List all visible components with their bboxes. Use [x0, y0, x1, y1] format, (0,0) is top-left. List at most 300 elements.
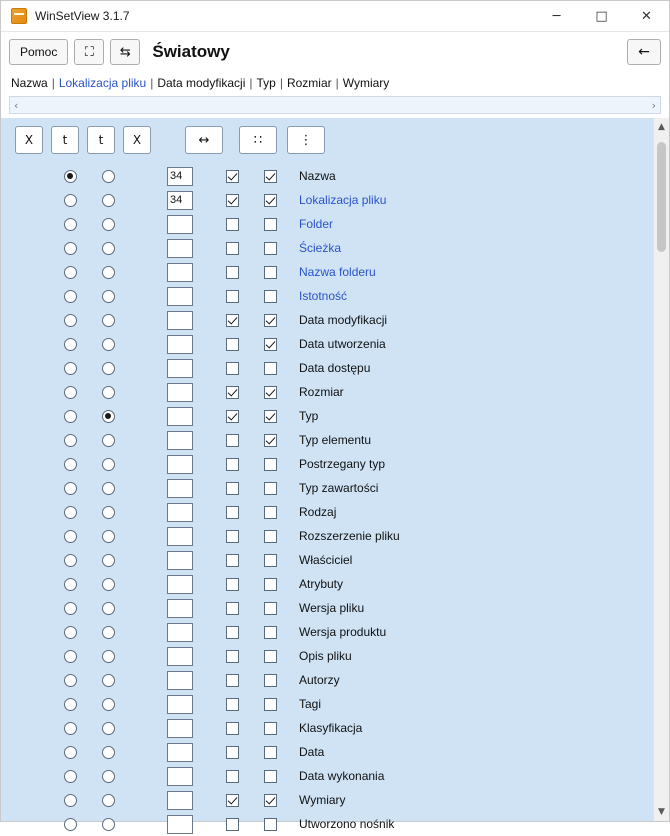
vertical-scroll-track[interactable]: [654, 134, 669, 805]
column-row: [1, 308, 653, 332]
primary-sort-cell: [51, 314, 89, 327]
column-width-cell: [155, 623, 205, 642]
column-width-input[interactable]: [167, 551, 193, 570]
column-width-input[interactable]: [167, 815, 193, 834]
details-checkbox-cell: [213, 794, 251, 807]
visible-checkbox[interactable]: [264, 290, 277, 303]
vertical-scrollbar[interactable]: [653, 118, 669, 821]
visible-checkbox-cell: [251, 218, 289, 231]
group-by-cell: [89, 818, 127, 831]
visible-checkbox-cell: [251, 554, 289, 567]
primary-sort-cell: [51, 722, 89, 735]
primary-sort-radio[interactable]: [64, 458, 77, 471]
visible-checkbox[interactable]: [264, 338, 277, 351]
details-checkbox[interactable]: [226, 578, 239, 591]
group-by-radio[interactable]: [102, 218, 115, 231]
group-by-radio[interactable]: [102, 386, 115, 399]
columns-panel: [1, 118, 653, 831]
grid-options-icon[interactable]: ∷: [239, 126, 277, 154]
details-checkbox[interactable]: [226, 746, 239, 759]
details-checkbox-cell: [213, 410, 251, 423]
visible-checkbox[interactable]: [264, 434, 277, 447]
group-by-radio[interactable]: [102, 266, 115, 279]
column-width-cell: [155, 695, 205, 714]
column-width-input[interactable]: [167, 719, 193, 738]
minimize-icon[interactable]: ─: [552, 8, 561, 24]
visible-checkbox[interactable]: [264, 218, 277, 231]
column-width-input[interactable]: [167, 311, 193, 330]
visible-checkbox-cell: [251, 698, 289, 711]
details-checkbox-cell: [213, 698, 251, 711]
primary-sort-radio[interactable]: [64, 242, 77, 255]
details-checkbox[interactable]: [226, 170, 239, 183]
column-width-cell: [155, 503, 205, 522]
group-by-cell: [89, 770, 127, 783]
column-row: [1, 764, 653, 788]
column-label: Autorzy: [299, 673, 340, 687]
details-checkbox[interactable]: [226, 218, 239, 231]
column-width-cell: [155, 287, 205, 306]
group-by-cell: [89, 314, 127, 327]
column-width-input[interactable]: [167, 335, 193, 354]
group-by-cell: [89, 242, 127, 255]
group-by-radio[interactable]: [102, 362, 115, 375]
breadcrumb-separator: |: [51, 76, 55, 90]
visible-checkbox[interactable]: [264, 242, 277, 255]
column-row: [1, 404, 653, 428]
column-label: Właściciel: [299, 553, 353, 567]
breadcrumb-separator: |: [335, 76, 339, 90]
details-checkbox-cell: [213, 242, 251, 255]
group-by-radio[interactable]: [102, 818, 115, 831]
visible-checkbox[interactable]: [264, 746, 277, 759]
group-by-cell: [89, 482, 127, 495]
details-checkbox[interactable]: [226, 794, 239, 807]
column-width-input[interactable]: [167, 671, 193, 690]
column-width-input[interactable]: [167, 647, 193, 666]
group-by-radio[interactable]: [102, 314, 115, 327]
primary-sort-radio[interactable]: [64, 410, 77, 423]
primary-sort-cell: [51, 746, 89, 759]
primary-sort-radio[interactable]: [64, 602, 77, 615]
details-checkbox-cell: [213, 266, 251, 279]
breadcrumb-item-wymiary[interactable]: Wymiary: [342, 76, 390, 90]
group-by-radio[interactable]: [102, 722, 115, 735]
vertical-scroll-thumb[interactable]: [657, 142, 666, 252]
primary-sort-radio[interactable]: [64, 554, 77, 567]
column-row: [1, 812, 653, 836]
details-checkbox[interactable]: [226, 530, 239, 543]
column-width-input[interactable]: [167, 743, 193, 762]
column-label: Opis pliku: [299, 649, 352, 663]
group-by-radio[interactable]: [102, 482, 115, 495]
group-by-radio[interactable]: [102, 194, 115, 207]
details-checkbox-cell: [213, 170, 251, 183]
column-width-input[interactable]: [167, 383, 193, 402]
column-width-input[interactable]: [167, 791, 193, 810]
breadcrumb-item-lokalizacja[interactable]: Lokalizacja pliku: [58, 76, 147, 90]
details-checkbox[interactable]: [226, 386, 239, 399]
visible-checkbox[interactable]: [264, 722, 277, 735]
primary-sort-radio[interactable]: [64, 482, 77, 495]
window-title: WinSetView 3.1.7: [35, 9, 130, 23]
details-checkbox-cell: [213, 650, 251, 663]
group-by-radio[interactable]: [102, 410, 115, 423]
details-checkbox-cell: [213, 602, 251, 615]
visible-checkbox[interactable]: [264, 410, 277, 423]
column-width-input[interactable]: [167, 215, 193, 234]
page-title: Światowy: [152, 42, 230, 61]
visible-checkbox-cell: [251, 794, 289, 807]
details-checkbox[interactable]: [226, 602, 239, 615]
visible-checkbox[interactable]: [264, 626, 277, 639]
visible-checkbox[interactable]: [264, 698, 277, 711]
primary-sort-radio[interactable]: [64, 674, 77, 687]
column-row: [1, 212, 653, 236]
details-checkbox[interactable]: [226, 314, 239, 327]
group-by-radio[interactable]: [102, 434, 115, 447]
column-width-cell: [155, 743, 205, 762]
column-width-input[interactable]: [167, 479, 193, 498]
primary-sort-radio[interactable]: [64, 794, 77, 807]
visible-checkbox[interactable]: [264, 506, 277, 519]
visible-checkbox-cell: [251, 722, 289, 735]
group-by-cell: [89, 266, 127, 279]
primary-sort-radio[interactable]: [64, 530, 77, 543]
details-checkbox[interactable]: [226, 698, 239, 711]
group-by-cell: [89, 674, 127, 687]
group-by-radio[interactable]: [102, 770, 115, 783]
column-label: Data wykonania: [299, 769, 385, 783]
swap-icon[interactable]: ⇆: [110, 39, 140, 65]
expand-icon[interactable]: ⛶: [74, 39, 104, 65]
column-label: Istotność: [299, 289, 348, 303]
visible-checkbox[interactable]: [264, 818, 277, 831]
primary-sort-radio[interactable]: [64, 266, 77, 279]
details-checkbox[interactable]: [226, 674, 239, 687]
group-by-cell: [89, 698, 127, 711]
visible-checkbox[interactable]: [264, 194, 277, 207]
details-checkbox[interactable]: [226, 266, 239, 279]
column-width-cell: [155, 479, 205, 498]
primary-sort-radio[interactable]: [64, 386, 77, 399]
visible-checkbox-cell: [251, 242, 289, 255]
scroll-left-icon[interactable]: ‹: [14, 98, 19, 112]
primary-sort-radio[interactable]: [64, 194, 77, 207]
column-width-input[interactable]: [167, 767, 193, 786]
visible-checkbox[interactable]: [264, 362, 277, 375]
group-by-radio[interactable]: [102, 458, 115, 471]
details-checkbox-cell: [213, 458, 251, 471]
primary-sort-radio[interactable]: [64, 338, 77, 351]
details-checkbox-cell: [213, 506, 251, 519]
column-rows: [1, 162, 653, 836]
more-options-icon[interactable]: ⋮: [287, 126, 325, 154]
details-checkbox-cell: [213, 578, 251, 591]
group-by-radio[interactable]: [102, 578, 115, 591]
details-checkbox[interactable]: [226, 818, 239, 831]
horizontal-scrollbar[interactable]: [9, 96, 661, 114]
primary-sort-cell: [51, 290, 89, 303]
group-by-radio[interactable]: [102, 170, 115, 183]
group-by-cell: [89, 218, 127, 231]
group-by-radio[interactable]: [102, 506, 115, 519]
primary-sort-radio[interactable]: [64, 314, 77, 327]
primary-sort-cell: [51, 386, 89, 399]
column-width-input[interactable]: [167, 455, 193, 474]
column-row: [1, 692, 653, 716]
column-width-input[interactable]: [167, 359, 193, 378]
visible-checkbox[interactable]: [264, 770, 277, 783]
visible-checkbox[interactable]: [264, 674, 277, 687]
primary-sort-radio[interactable]: [64, 698, 77, 711]
visible-checkbox-cell: [251, 602, 289, 615]
visible-checkbox[interactable]: [264, 794, 277, 807]
column-width-input[interactable]: [167, 287, 193, 306]
primary-sort-cell: [51, 794, 89, 807]
column-label: Rozmiar: [299, 385, 344, 399]
primary-sort-radio[interactable]: [64, 770, 77, 783]
group-by-cell: [89, 626, 127, 639]
visible-checkbox-cell: [251, 506, 289, 519]
title-bar: [1, 1, 669, 32]
details-checkbox[interactable]: [226, 554, 239, 567]
visible-checkbox[interactable]: [264, 530, 277, 543]
scroll-down-icon[interactable]: ▼: [658, 807, 665, 817]
column-width-input[interactable]: [167, 431, 193, 450]
column-width-cell: [155, 671, 205, 690]
column-width-input[interactable]: [167, 599, 193, 618]
toggle-two-button[interactable]: t: [87, 126, 115, 154]
column-row: [1, 548, 653, 572]
toggle-one-button[interactable]: t: [51, 126, 79, 154]
details-checkbox[interactable]: [226, 290, 239, 303]
visible-checkbox-cell: [251, 770, 289, 783]
column-label: Wersja produktu: [299, 625, 387, 639]
visible-checkbox[interactable]: [264, 650, 277, 663]
column-width-input[interactable]: [167, 407, 193, 426]
visible-checkbox[interactable]: [264, 386, 277, 399]
column-width-input[interactable]: [167, 623, 193, 642]
toolbar: [1, 32, 669, 72]
visible-checkbox-cell: [251, 386, 289, 399]
column-width-icon[interactable]: ↔: [185, 126, 223, 154]
column-row: [1, 380, 653, 404]
column-label: Nazwa: [299, 169, 336, 183]
details-checkbox[interactable]: [226, 458, 239, 471]
details-checkbox[interactable]: [226, 722, 239, 735]
visible-checkbox[interactable]: [264, 602, 277, 615]
group-by-radio[interactable]: [102, 746, 115, 759]
column-label: Wersja pliku: [299, 601, 365, 615]
details-checkbox-cell: [213, 386, 251, 399]
primary-sort-cell: [51, 266, 89, 279]
visible-checkbox-cell: [251, 818, 289, 831]
column-width-input[interactable]: [167, 695, 193, 714]
group-by-radio[interactable]: [102, 626, 115, 639]
breadcrumb-item-typ[interactable]: Typ: [256, 76, 276, 90]
details-checkbox[interactable]: [226, 410, 239, 423]
group-by-cell: [89, 386, 127, 399]
column-width-input[interactable]: [167, 239, 193, 258]
group-by-radio[interactable]: [102, 698, 115, 711]
column-width-input[interactable]: [167, 191, 193, 210]
primary-sort-cell: [51, 554, 89, 567]
primary-sort-cell: [51, 170, 89, 183]
visible-checkbox[interactable]: [264, 578, 277, 591]
column-label: Tagi: [299, 697, 322, 711]
column-row: [1, 164, 653, 188]
visible-checkbox-cell: [251, 410, 289, 423]
details-checkbox[interactable]: [226, 362, 239, 375]
details-checkbox[interactable]: [226, 506, 239, 519]
visible-checkbox-cell: [251, 650, 289, 663]
column-label: Rozszerzenie pliku: [299, 529, 400, 543]
column-action-buttons: [1, 118, 653, 162]
details-checkbox-cell: [213, 482, 251, 495]
visible-checkbox-cell: [251, 578, 289, 591]
details-checkbox[interactable]: [226, 770, 239, 783]
primary-sort-cell: [51, 194, 89, 207]
group-by-radio[interactable]: [102, 242, 115, 255]
column-width-cell: [155, 647, 205, 666]
column-label: Data utworzenia: [299, 337, 386, 351]
primary-sort-cell: [51, 506, 89, 519]
details-checkbox-cell: [213, 218, 251, 231]
group-by-radio[interactable]: [102, 794, 115, 807]
content-area: [1, 118, 669, 831]
primary-sort-radio[interactable]: [64, 290, 77, 303]
primary-sort-radio[interactable]: [64, 218, 77, 231]
visible-checkbox[interactable]: [264, 266, 277, 279]
maximize-icon[interactable]: □: [595, 8, 608, 24]
close-icon[interactable]: ✕: [641, 8, 652, 24]
breadcrumb-separator: |: [249, 76, 253, 90]
primary-sort-cell: [51, 578, 89, 591]
column-row: [1, 500, 653, 524]
group-by-radio[interactable]: [102, 530, 115, 543]
details-checkbox[interactable]: [226, 626, 239, 639]
primary-sort-radio[interactable]: [64, 170, 77, 183]
primary-sort-radio[interactable]: [64, 362, 77, 375]
primary-sort-cell: [51, 458, 89, 471]
group-by-radio[interactable]: [102, 674, 115, 687]
column-width-cell: [155, 407, 205, 426]
breadcrumb-item-nazwa[interactable]: Nazwa: [11, 76, 48, 90]
column-width-cell: [155, 167, 205, 186]
group-by-radio[interactable]: [102, 602, 115, 615]
clear-right-button[interactable]: X: [123, 126, 151, 154]
column-width-input[interactable]: [167, 503, 193, 522]
group-by-cell: [89, 794, 127, 807]
primary-sort-cell: [51, 698, 89, 711]
primary-sort-radio[interactable]: [64, 818, 77, 831]
breadcrumb-item-rozmiar[interactable]: Rozmiar: [286, 76, 332, 90]
primary-sort-radio[interactable]: [64, 578, 77, 591]
column-row: [1, 428, 653, 452]
details-checkbox[interactable]: [226, 650, 239, 663]
visible-checkbox-cell: [251, 194, 289, 207]
help-button[interactable]: Pomoc: [9, 39, 68, 65]
column-width-cell: [155, 215, 205, 234]
group-by-radio[interactable]: [102, 338, 115, 351]
visible-checkbox[interactable]: [264, 458, 277, 471]
column-label: Data dostępu: [299, 361, 371, 375]
details-checkbox[interactable]: [226, 482, 239, 495]
visible-checkbox[interactable]: [264, 170, 277, 183]
details-checkbox[interactable]: [226, 194, 239, 207]
column-row: [1, 452, 653, 476]
details-checkbox[interactable]: [226, 242, 239, 255]
visible-checkbox[interactable]: [264, 314, 277, 327]
clear-left-button[interactable]: X: [15, 126, 43, 154]
group-by-cell: [89, 506, 127, 519]
group-by-cell: [89, 602, 127, 615]
visible-checkbox[interactable]: [264, 554, 277, 567]
group-by-radio[interactable]: [102, 554, 115, 567]
primary-sort-radio[interactable]: [64, 746, 77, 759]
column-width-cell: [155, 791, 205, 810]
primary-sort-cell: [51, 338, 89, 351]
group-by-radio[interactable]: [102, 650, 115, 663]
column-width-cell: [155, 599, 205, 618]
column-row: [1, 620, 653, 644]
primary-sort-cell: [51, 650, 89, 663]
column-width-input[interactable]: [167, 527, 193, 546]
column-width-cell: [155, 575, 205, 594]
visible-checkbox-cell: [251, 674, 289, 687]
column-label: Atrybuty: [299, 577, 344, 591]
primary-sort-cell: [51, 362, 89, 375]
visible-checkbox[interactable]: [264, 482, 277, 495]
primary-sort-cell: [51, 770, 89, 783]
primary-sort-cell: [51, 818, 89, 831]
column-row: [1, 188, 653, 212]
column-row: [1, 596, 653, 620]
details-checkbox[interactable]: [226, 434, 239, 447]
visible-checkbox-cell: [251, 530, 289, 543]
primary-sort-cell: [51, 482, 89, 495]
column-width-input[interactable]: [167, 575, 193, 594]
scroll-right-icon[interactable]: ›: [651, 98, 656, 112]
app-icon: [11, 8, 27, 24]
details-checkbox-cell: [213, 194, 251, 207]
column-label: Ścieżka: [299, 241, 342, 255]
primary-sort-radio[interactable]: [64, 626, 77, 639]
details-checkbox-cell: [213, 434, 251, 447]
primary-sort-radio[interactable]: [64, 434, 77, 447]
column-width-cell: [155, 719, 205, 738]
details-checkbox-cell: [213, 314, 251, 327]
column-row: [1, 716, 653, 740]
breadcrumb-item-data-modyfikacji[interactable]: Data modyfikacji: [157, 76, 246, 90]
group-by-radio[interactable]: [102, 290, 115, 303]
details-checkbox-cell: [213, 818, 251, 831]
details-checkbox[interactable]: [226, 338, 239, 351]
back-arrow-icon[interactable]: ←: [627, 39, 661, 65]
group-by-cell: [89, 554, 127, 567]
column-label: Lokalizacja pliku: [299, 193, 387, 207]
primary-sort-radio[interactable]: [64, 722, 77, 735]
primary-sort-radio[interactable]: [64, 650, 77, 663]
primary-sort-radio[interactable]: [64, 506, 77, 519]
scroll-up-icon[interactable]: ▲: [658, 122, 665, 132]
column-width-input[interactable]: [167, 263, 193, 282]
column-width-cell: [155, 551, 205, 570]
column-row: [1, 284, 653, 308]
group-by-cell: [89, 722, 127, 735]
column-width-input[interactable]: [167, 167, 193, 186]
